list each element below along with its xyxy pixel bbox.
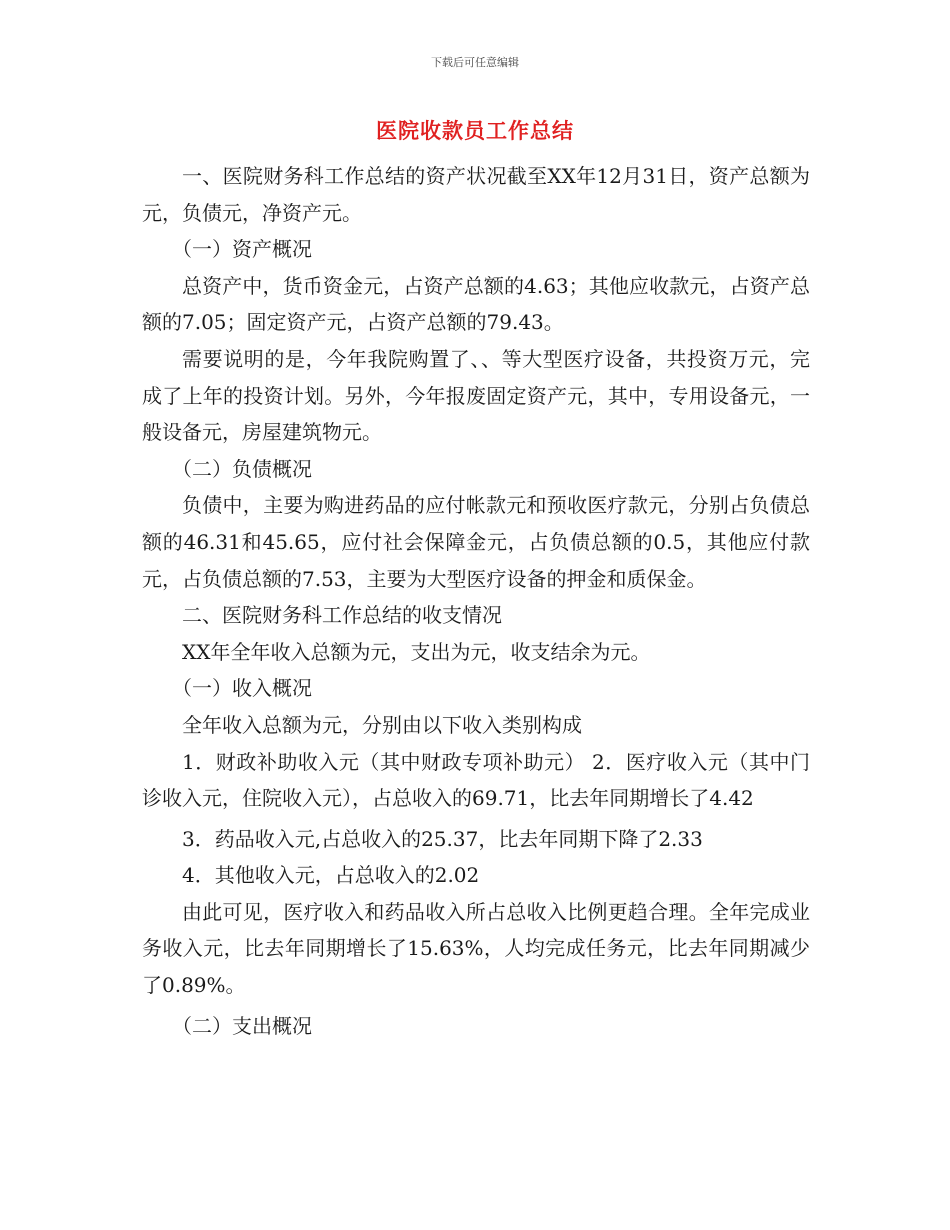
paragraph-income-intro: 全年收入总额为元，分别由以下收入类别构成 (182, 712, 582, 737)
paragraph-equipment-note: 需要说明的是，今年我院购置了、、等大型医疗设备，共投资万元，完成了上年的投资计划。另外，今年报废固定资产元，其中，专用设备元，一般设备元，房屋建筑物元。 (142, 346, 810, 445)
list-item-income-4: 4．其他收入元，占总收入的2.02 (182, 863, 480, 888)
document-body (142, 158, 810, 1044)
header-note: 下载后可任意编辑 (431, 56, 519, 69)
paragraph-assets-detail: 总资产中，货币资金元，占资产总额的4.63；其他应收款元，占资产总额的7.05；固定资产元，占资产总额的79.43。 (142, 273, 810, 335)
section-heading-assets: （一）资产概况 (172, 237, 312, 262)
section-heading-income-expense: 二、医院财务科工作总结的收支情况 (182, 603, 502, 628)
section-heading-liabilities: （二）负债概况 (172, 456, 312, 481)
section-heading-expense: （二）支出概况 (172, 1013, 312, 1038)
list-item-income-1-2: 1．财政补助收入元（其中财政专项补助元） 2．医疗收入元（其中门诊收入元，住院收入元），占总收入的69.71，比去年同期增长了4.42 (142, 749, 810, 811)
document-title: 医院收款员工作总结 (376, 119, 574, 143)
paragraph-annual-summary: XX年全年收入总额为元，支出为元，收支结余为元。 (182, 639, 651, 664)
list-item-income-3: 3．药品收入元,占总收入的25.37，比去年同期下降了2.33 (182, 826, 703, 851)
paragraph-liabilities-detail: 负债中，主要为购进药品的应付帐款元和预收医疗款元，分别占负债总额的46.31和45.65，应付社会保障金元，占负债总额的0.5，其他应付款元，占负债总额的7.53，主要为大型医疗设备的押金和质保金。 (142, 493, 810, 591)
section-heading-income: （一）收入概况 (172, 676, 312, 701)
paragraph-income-conclusion: 由此可见，医疗收入和药品收入所占总收入比例更趋合理。全年完成业务收入元，比去年同期增长了15.63%，人均完成任务元，比去年同期减少了0.89%。 (142, 899, 810, 998)
paragraph-assets-summary: 一、医院财务科工作总结的资产状况截至XX年12月31日，资产总额为元，负债元，净资产元。 (142, 164, 810, 225)
